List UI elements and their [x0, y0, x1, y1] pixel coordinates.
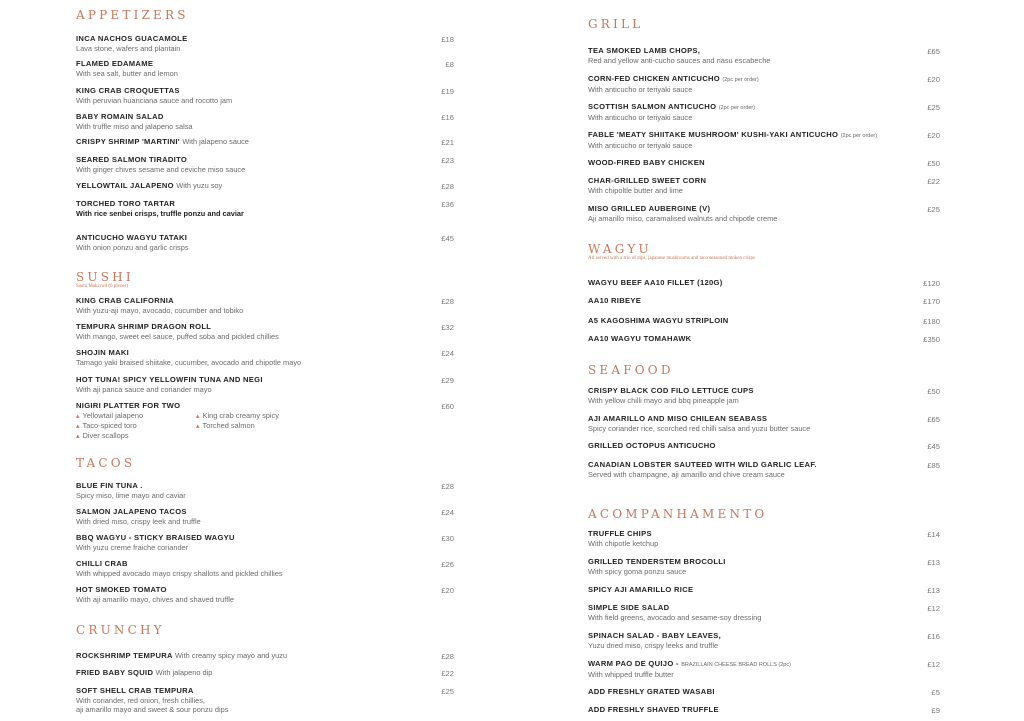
menu-item	[588, 659, 940, 679]
item-name-text: ROCKSHRIMP TEMPURA	[76, 651, 173, 660]
item-price: £22	[927, 177, 940, 186]
menu-item	[588, 557, 940, 576]
item-name	[76, 199, 454, 209]
item-name	[76, 155, 454, 165]
item-name	[76, 348, 454, 358]
item-description: With mango, sweet eel sauce, puffed soba and pickled chillies	[76, 332, 279, 341]
item-name-text: FRIED BABY SQUID	[76, 668, 154, 677]
menu-item	[76, 322, 454, 341]
item-name	[76, 181, 454, 191]
item-name-text: ADD FRESHLY GRATED WASABI	[588, 687, 715, 696]
menu-item	[588, 204, 940, 223]
item-name	[76, 86, 454, 96]
item-name-text: CHAR-GRILLED SWEET CORN	[588, 176, 707, 185]
item-name	[76, 481, 454, 491]
item-name-text: CANADIAN LOBSTER SAUTEED WITH WILD GARLIC LEAF.	[588, 460, 817, 469]
item-name	[588, 176, 940, 186]
item-price: £20	[927, 75, 940, 84]
nigiri-bullet: ▴ Diver scallops	[76, 431, 196, 441]
item-description: With yuzu-aji mayo, avocado, cucumber and tobiko	[76, 306, 244, 315]
item-price: £45	[927, 442, 940, 451]
item-name-text: SEARED SALMON TIRADITO	[76, 155, 188, 164]
item-price: £60	[441, 402, 454, 411]
menu-item	[76, 137, 454, 147]
item-name-text: SPINACH SALAD - BABY LEAVES,	[588, 631, 722, 640]
item-name	[76, 322, 454, 332]
item-note: (2pc per order)	[718, 105, 756, 111]
item-name	[588, 631, 940, 641]
item-price: £32	[441, 323, 454, 332]
item-name-text: AA10 RIBEYE	[588, 296, 642, 305]
menu-item	[588, 46, 940, 65]
item-name	[588, 74, 940, 85]
item-name	[588, 705, 940, 715]
item-name-text: HOT SMOKED TOMATO	[76, 585, 167, 594]
item-name-text: TEMPURA SHRIMP DRAGON ROLL	[76, 322, 212, 331]
item-description: Spicy coriander rice, scorched red chilli salsa and yuzu butter sauce	[588, 424, 811, 433]
item-name	[76, 507, 454, 517]
item-inline-description: With jalapeno sauce	[182, 137, 249, 146]
item-price: £12	[927, 604, 940, 613]
menu-item	[76, 375, 454, 394]
menu-item	[76, 296, 454, 315]
item-name-text: MISO GRILLED AUBERGINE (V)	[588, 204, 711, 213]
section-title: CRUNCHY	[76, 623, 165, 637]
item-description: With field greens, avocado and sesame-soy dressing	[588, 613, 762, 622]
menu-item	[76, 686, 454, 714]
menu-item	[76, 86, 454, 105]
item-price: £36	[441, 200, 454, 209]
item-name	[76, 668, 454, 678]
item-name-text: YELLOWTAIL JALAPENO	[76, 181, 174, 190]
section-subtitle: All served with a trio of dips, japanese mushrooms and taco seasoned mnken crisps	[588, 256, 755, 261]
item-name-text: CORN-FED CHICKEN ANTICUCHO	[588, 74, 720, 83]
item-price: £350	[923, 335, 940, 344]
item-name	[76, 296, 454, 306]
item-price: £85	[927, 461, 940, 470]
item-price: £25	[927, 103, 940, 112]
item-name-text: A5 KAGOSHIMA WAGYU STRIPLOIN	[588, 316, 729, 325]
nigiri-bullet: ▴ Torched salmon	[196, 421, 316, 431]
menu-item	[588, 441, 940, 451]
item-description: With onion ponzu and garlic crisps	[76, 243, 189, 252]
item-price: £28	[441, 652, 454, 661]
menu-item	[588, 705, 940, 715]
item-name-text: TORCHED TORO TARTAR	[76, 199, 176, 208]
menu-item	[76, 507, 454, 526]
item-name-text: AJI AMARILLO AND MISO CHILEAN SEABASS	[588, 414, 768, 423]
item-price: £13	[927, 558, 940, 567]
item-name	[588, 204, 940, 214]
item-name-text: WOOD-FIRED BABY CHICKEN	[588, 158, 705, 167]
menu-item	[76, 59, 454, 78]
menu-item	[588, 687, 940, 697]
item-price: £25	[441, 687, 454, 696]
item-name-text: GRILLED TENDERSTEM BROCOLLI	[588, 557, 726, 566]
item-description: With spicy goma ponzu sauce	[588, 567, 687, 576]
item-price: £28	[441, 297, 454, 306]
item-name-text: GRILLED OCTOPUS ANTICUCHO	[588, 441, 716, 450]
item-name	[588, 603, 940, 613]
section-title: TACOS	[76, 456, 136, 470]
item-price: £28	[441, 182, 454, 191]
item-name	[588, 296, 940, 306]
item-price: £9	[931, 706, 940, 715]
item-price: £12	[927, 660, 940, 669]
item-name	[588, 414, 940, 424]
item-name	[588, 557, 940, 567]
item-description: With yellow chilli mayo and bbq pineapple jam	[588, 396, 739, 405]
item-description: With aji amarillo mayo, chives and shaved truffle	[76, 595, 235, 604]
item-description: Yuzu dried miso, crispy leeks and truffle	[588, 641, 719, 650]
section-title: GRILL	[588, 17, 644, 31]
item-price: £21	[441, 138, 454, 147]
item-name-text: HOT TUNA! SPICY YELLOWFIN TUNA AND NEGI	[76, 375, 263, 384]
nigiri-bullet: ▴ King crab creamy spicy	[196, 411, 316, 421]
item-name	[588, 460, 940, 470]
menu-item	[588, 74, 940, 94]
item-price: £120	[923, 279, 940, 288]
menu-item	[76, 199, 454, 218]
item-price: £65	[927, 415, 940, 424]
section-title: SEAFOOD	[588, 363, 674, 377]
item-name	[588, 158, 940, 168]
menu-item	[76, 348, 454, 367]
item-price: £20	[441, 586, 454, 595]
item-name	[588, 659, 940, 670]
item-description: With aji panca sauce and coriander mayo	[76, 385, 212, 394]
item-price: £28	[441, 482, 454, 491]
item-name-text: ANTICUCHO WAGYU TATAKI	[76, 233, 188, 242]
item-description: With whipped truffle butter	[588, 670, 674, 679]
item-name	[76, 559, 454, 569]
item-name-text: TRUFFLE CHIPS	[588, 529, 652, 538]
item-price: £170	[923, 297, 940, 306]
menu-item	[76, 651, 454, 661]
item-name	[588, 441, 940, 451]
menu-item	[76, 585, 454, 604]
item-description: With coriander, red onion, fresh chillies,	[76, 696, 205, 705]
item-price: £50	[927, 159, 940, 168]
item-name-text: BABY ROMAIN SALAD	[76, 112, 164, 121]
item-description: With yuzu creme fraiche coriander	[76, 543, 189, 552]
item-name	[588, 529, 940, 539]
item-description: Tamago yaki braised shiitake, cucumber, avocado and chipotle mayo	[76, 358, 302, 367]
item-price: £24	[441, 508, 454, 517]
item-description: With whipped avocado mayo crispy shallots and pickled chillies	[76, 569, 283, 578]
menu-item	[76, 233, 454, 252]
item-name-text: INCA NACHOS GUACAMOLE	[76, 34, 188, 43]
item-price: £8	[445, 60, 454, 69]
item-name	[76, 651, 454, 661]
item-name	[588, 130, 940, 141]
item-description: With chipoltle butter and lime	[588, 186, 683, 195]
menu-item	[588, 603, 940, 622]
item-price: £45	[441, 234, 454, 243]
item-description-line2: aji amarillo mayo and sweet & sour ponzu dips	[76, 705, 229, 714]
item-description: With sea salt, butter and lemon	[76, 69, 178, 78]
menu-item	[588, 334, 940, 344]
item-name-text: NIGIRI PLATTER FOR TWO	[76, 401, 181, 410]
item-name-text: WARM PAO DE QUIJO -	[588, 659, 679, 668]
item-name-text: SPICY AJI AMARILLO RICE	[588, 585, 694, 594]
item-name-text: FLAMED EDAMAME	[76, 59, 154, 68]
item-price: £24	[441, 349, 454, 358]
item-name	[76, 233, 454, 243]
item-inline-description: With jalapeno dip	[155, 668, 213, 677]
item-price: £30	[441, 534, 454, 543]
item-inline-description: With creamy spicy mayo and yuzu	[174, 651, 288, 660]
item-name-text: AA10 WAGYU TOMAHAWK	[588, 334, 692, 343]
menu-item	[588, 316, 940, 326]
item-description: Aji amarillo miso, caramalised walnuts and chipotle creme	[588, 214, 778, 223]
section-subtitle: Sushi Maki roll (6 pieces)	[76, 284, 128, 289]
item-name-text: SALMON JALAPENO TACOS	[76, 507, 187, 516]
item-note: (2pc per order)	[722, 77, 759, 83]
menu-item	[588, 102, 940, 122]
item-price: £14	[927, 530, 940, 539]
item-name	[588, 102, 940, 113]
item-description: With dried miso, crispy leek and truffle	[76, 517, 201, 526]
item-price: £50	[927, 387, 940, 396]
menu-item	[76, 401, 454, 441]
item-price: £16	[927, 632, 940, 641]
section-title: WAGYU	[588, 242, 652, 256]
item-description: Spicy miso, lime mayo and caviar	[76, 491, 186, 500]
menu-item	[588, 631, 940, 650]
item-price: £16	[441, 113, 454, 122]
menu-item	[76, 533, 454, 552]
item-name-text: ADD FRESHLY SHAVED TRUFFLE	[588, 705, 719, 714]
item-price: £13	[927, 586, 940, 595]
item-inline-description: With yuzu soy	[176, 181, 223, 190]
menu-item	[588, 585, 940, 595]
item-name-text: SOFT SHELL CRAB TEMPURA	[76, 686, 194, 695]
item-price: £25	[927, 205, 940, 214]
nigiri-bullet: ▴ Yellowtail jalapeno	[76, 411, 196, 421]
item-description: With peruvian huanciana sauce and rocotto jam	[76, 96, 233, 105]
item-name-text: KING CRAB CALIFORNIA	[76, 296, 174, 305]
item-name-text: FABLE 'MEATY SHIITAKE MUSHROOM' KUSHI-YAKI ANTICUCHO	[588, 130, 839, 139]
item-name	[588, 46, 940, 56]
menu-item	[588, 176, 940, 195]
menu-item	[588, 158, 940, 168]
item-name	[588, 585, 940, 595]
item-description: Served with champagne, aji amarillo and chive cream sauce	[588, 470, 785, 479]
item-name	[76, 533, 454, 543]
item-name-text: SCOTTISH SALMON ANTICUCHO	[588, 102, 717, 111]
menu-item	[76, 112, 454, 131]
menu-item	[76, 34, 454, 53]
menu-item	[76, 155, 454, 174]
item-price: £29	[441, 376, 454, 385]
item-description: With anticucho or teriyaki sauce	[588, 85, 693, 94]
item-name-text: BLUE FIN TUNA .	[76, 481, 143, 490]
item-note: (2pc per order)	[840, 133, 878, 139]
item-name-text: SIMPLE SIDE SALAD	[588, 603, 670, 612]
item-price: £180	[923, 317, 940, 326]
item-name-text: SHOJIN MAKI	[76, 348, 130, 357]
item-name	[76, 112, 454, 122]
item-name-text: CRISPY BLACK COD FILO LETTUCE CUPS	[588, 386, 754, 395]
item-name-text: KING CRAB CROQUETTAS	[76, 86, 180, 95]
menu-item	[76, 668, 454, 678]
item-price: £19	[441, 87, 454, 96]
section-title: SUSHI	[76, 270, 134, 284]
item-name	[588, 334, 940, 344]
menu-item	[76, 481, 454, 500]
menu-item	[588, 414, 940, 433]
item-name	[588, 386, 940, 396]
item-name-text: TEA SMOKED LAMB CHOPS,	[588, 46, 701, 55]
menu-item	[588, 296, 940, 306]
item-description: With rice senbei crisps, truffle ponzu and caviar	[76, 209, 244, 218]
menu-item	[588, 386, 940, 405]
item-description: Lava stone, wafers and plantain	[76, 44, 181, 53]
item-price: £22	[441, 669, 454, 678]
item-note: BRAZILLAIN CHEESE BREAD ROLLS (2pc)	[681, 662, 791, 668]
item-name	[76, 401, 454, 411]
menu-item	[588, 130, 940, 150]
item-name	[76, 34, 454, 44]
item-name-text: CRISPY SHRIMP 'MARTINI'	[76, 137, 180, 146]
item-name	[588, 278, 940, 288]
menu-item	[76, 181, 454, 191]
item-price: £18	[441, 35, 454, 44]
nigiri-bullet: ▴ Taco-spiced toro	[76, 421, 196, 431]
item-description: Red and yellow anti-cucho sauces and nasu escabeche	[588, 56, 771, 65]
item-name-text: BBQ WAGYU - STICKY BRAISED WAGYU	[76, 533, 235, 542]
item-name	[588, 316, 940, 326]
item-name-text: WAGYU BEEF AA10 FILLET (120G)	[588, 278, 723, 287]
item-price: £5	[931, 688, 940, 697]
nigiri-list	[76, 411, 454, 441]
item-name	[76, 686, 454, 696]
section-title: ACOMPANHAMENTO	[588, 507, 768, 521]
item-name-text: CHILLI CRAB	[76, 559, 128, 568]
item-description: With anticucho or teriyaki sauce	[588, 113, 693, 122]
section-title: APPETIZERS	[76, 8, 189, 22]
menu-item	[588, 529, 940, 548]
item-name	[588, 687, 940, 697]
item-description: With anticucho or teriyaki sauce	[588, 141, 693, 150]
menu-item	[588, 460, 940, 479]
item-name	[76, 137, 454, 147]
menu-item	[588, 278, 940, 288]
menu-item	[76, 559, 454, 578]
item-name	[76, 375, 454, 385]
item-price: £26	[441, 560, 454, 569]
item-description: With chipotle ketchup	[588, 539, 659, 548]
item-name	[76, 59, 454, 69]
item-description: With ginger chives sesame and ceviche miso sauce	[76, 165, 246, 174]
item-price: £20	[927, 131, 940, 140]
item-description: With truffle miso and jalapeno salsa	[76, 122, 193, 131]
item-name	[76, 585, 454, 595]
item-price: £23	[441, 156, 454, 165]
item-price: £65	[927, 47, 940, 56]
